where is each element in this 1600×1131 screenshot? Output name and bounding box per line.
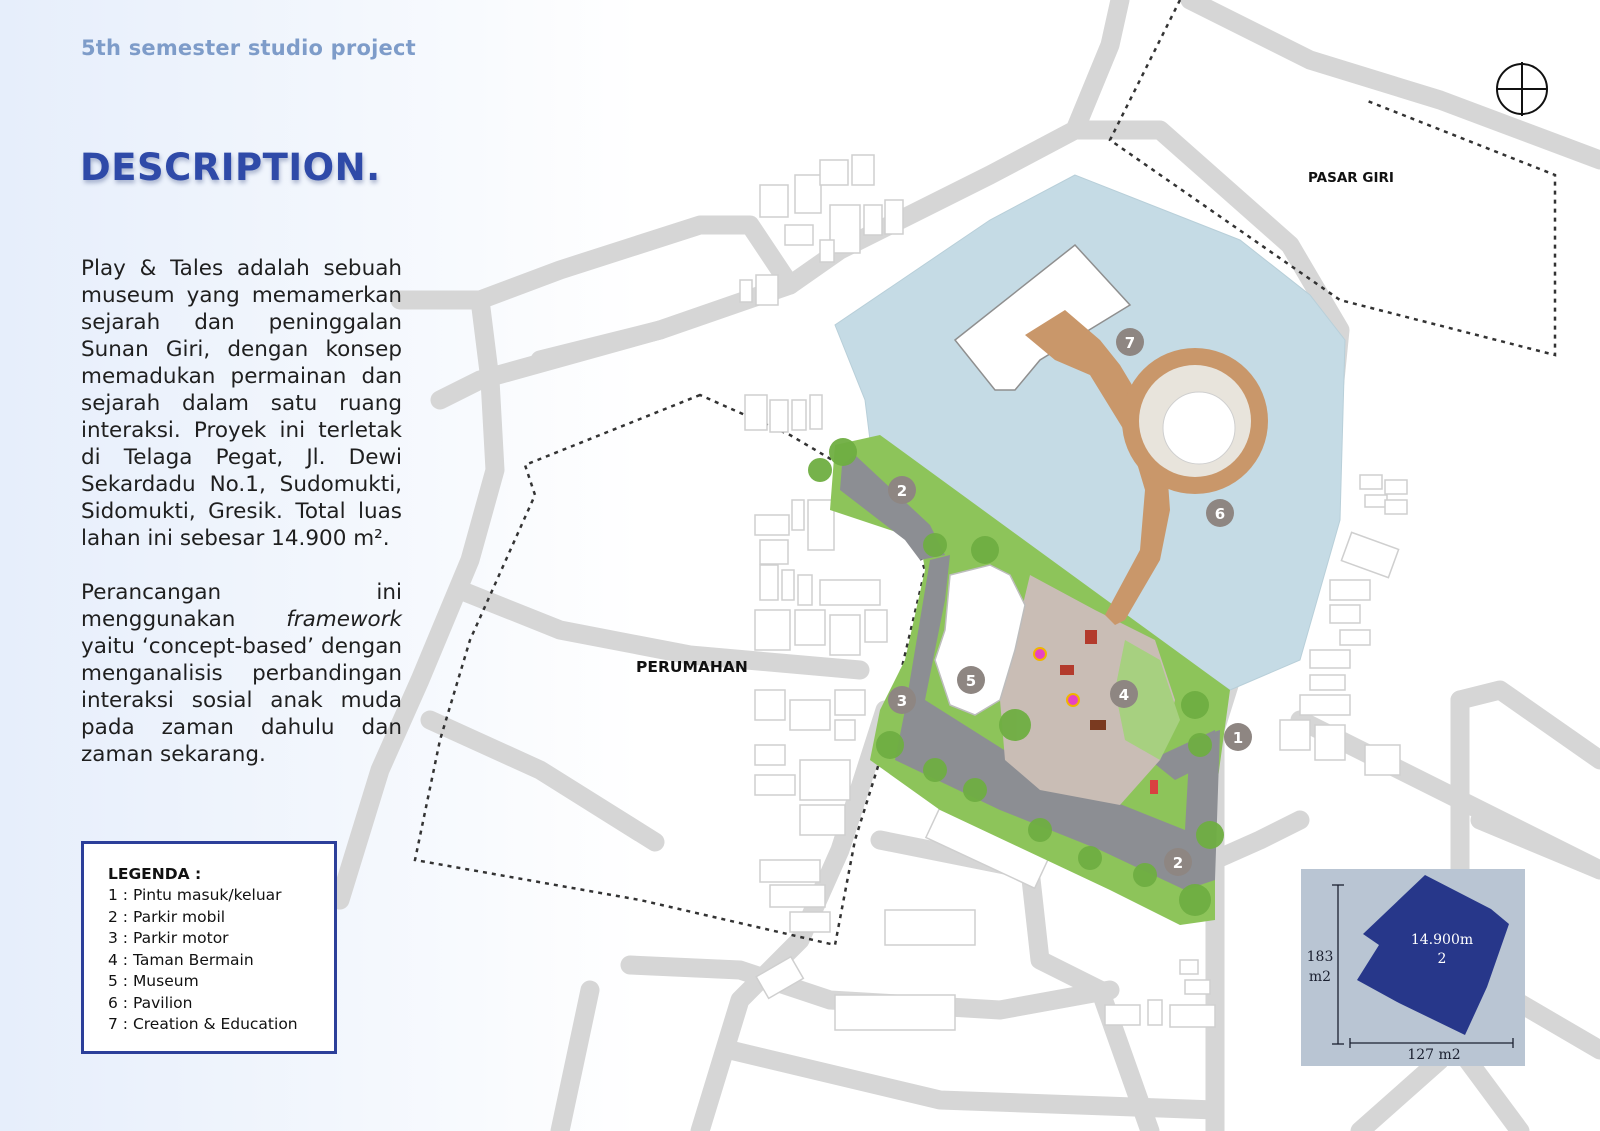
svg-text:2: 2 (1172, 854, 1184, 872)
project-subtitle: 5th semester studio project (81, 36, 416, 60)
page-title: DESCRIPTION. (80, 146, 381, 189)
marker-5 (957, 666, 985, 694)
svg-text:6: 6 (1214, 505, 1226, 523)
svg-text:1: 1 (1232, 729, 1244, 747)
svg-text:3: 3 (896, 692, 908, 710)
legend-item: 1 : Pintu masuk/keluar (108, 886, 282, 904)
legend-item: 4 : Taman Bermain (108, 950, 254, 969)
legend-item: 7 : Creation & Education (108, 1015, 298, 1033)
marker-2-bottom (1164, 848, 1192, 876)
svg-text:2: 2 (896, 482, 908, 500)
map-label-perumahan: PERUMAHAN (636, 658, 748, 676)
map-label-pasar-giri: PASAR GIRI (1308, 170, 1394, 186)
marker-1 (1224, 723, 1252, 751)
svg-text:5: 5 (965, 672, 977, 690)
marker-2-top (888, 476, 916, 504)
legend-box (81, 841, 337, 1054)
vertical-dimension-label: 183 m2 (1303, 947, 1337, 987)
legend-item: 6 : Pavilion (108, 993, 193, 1012)
description-paragraph-1: Play & Tales adalah sebuah museum yang memamerkan sejarah dan peninggalan Sunan Giri, dengan konsep memadukan permainan dan sejarah dalam satu ruang interaksi. Proyek ini terletak di Telaga Pegat, Jl. Dewi Sekardadu No.1, Sudomukti, Sidomukti, Gresik. Total luas lahan ini sebesar 14.900 m². (81, 256, 402, 551)
legend-title: LEGENDA : (108, 865, 202, 883)
svg-text:4: 4 (1118, 686, 1130, 704)
framework-emphasis: framework (286, 607, 402, 632)
north-arrow-icon (1497, 62, 1547, 116)
horizontal-dimension-label: 127 m2 (1407, 1047, 1461, 1063)
description-paragraph-2: Perancangan ini menggunakan framework yaitu ‘concept-based’ dengan menganalisis perbandingan interaksi sosial anak muda pada zaman dahulu dan zaman sekarang. (81, 580, 402, 767)
legend-item: 3 : Parkir motor (108, 929, 229, 947)
marker-3 (888, 686, 916, 714)
marker-7 (1116, 328, 1144, 356)
legend-item: 5 : Museum (108, 972, 199, 990)
legend-item: 2 : Parkir mobil (108, 907, 226, 926)
description-text (81, 255, 402, 795)
marker-6 (1206, 499, 1234, 527)
site-area-inset (1301, 869, 1525, 1066)
svg-text:7: 7 (1124, 334, 1136, 352)
site-area-label: 14.900m 2 (1410, 932, 1474, 967)
marker-4 (1110, 680, 1138, 708)
